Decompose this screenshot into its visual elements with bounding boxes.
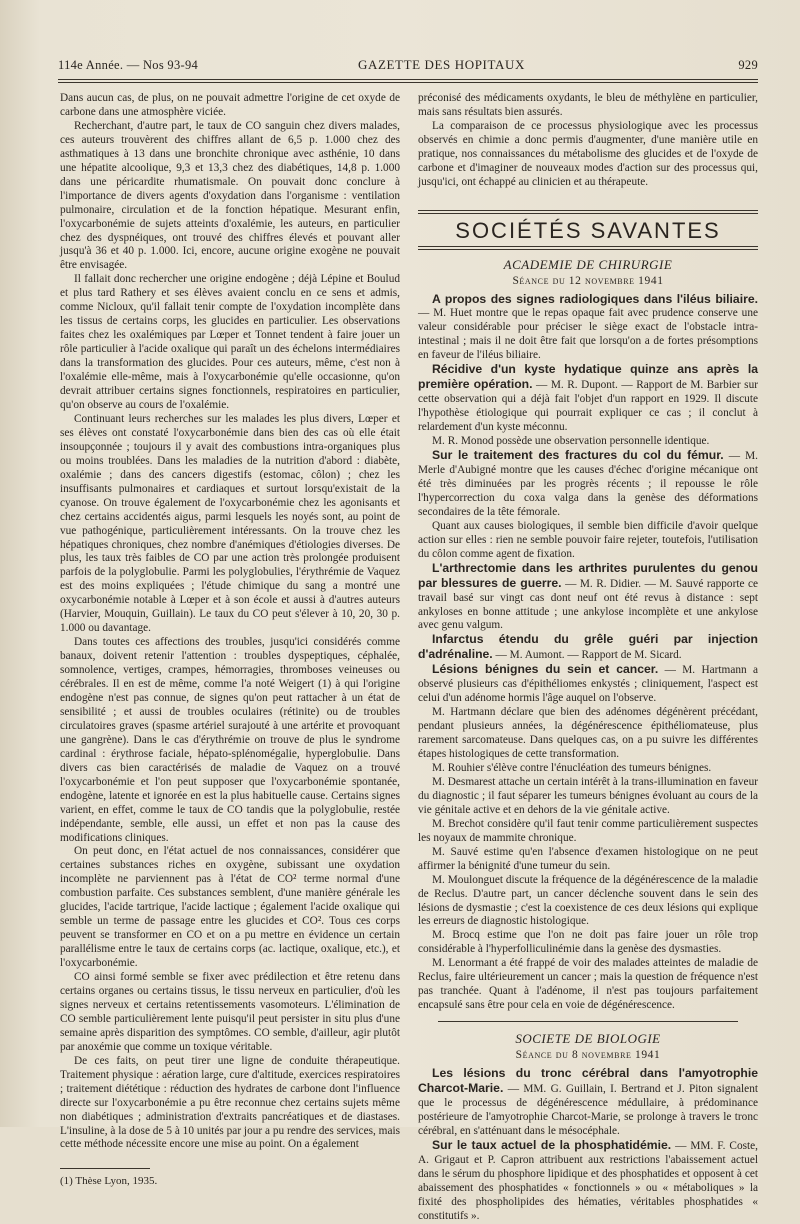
society-title: SOCIETE DE BIOLOGIE [515, 1031, 661, 1047]
footnote-rule [60, 1168, 150, 1169]
paragraph: Continuant leurs recherches sur les malades les plus divers, Lœper et ses élèves ont constaté l'oxycarbonémie dans bien des cas où elle était insoupçonnée ; toujours il y avait des combustions intra-organiques plus ou moins troublées. Dans les maladies de la nutrition d'abord : diabète, oxalémie ; dans des cancers digestifs (estomac, côlon) ; chez les insuffisants pulmonaires et cardiaques et surtout lorsqu'existait de la cyanose. On trouve également de l'oxycarbonémie chez les agonisants et chez certains accidentés aigus, parmi lesquels les noyés sont, au point de vue pathogénique, particulièrement intéressants. On la trouve chez les hépatiques chroniques, chez nombre d'anémiques d'étiologies diverses. De plus, les taux très faibles de CO par une action très prolongée produisent parfois de la polyglobulie. Parmi les polyglobulies, l'érythrémie de Vaquez est des moins expliquées ; l'étude chimique du sang a montré une oxycarbonémie notable à Lœper et à son école et aussi à d'autres auteurs (Harvier, Mouquin, Guillain). Le taux du CO peut s'élever à 10, 20, 30 p. 1.000 ou davantage. [60, 412, 400, 635]
session-date: Séance du 8 novembre 1941 [515, 1049, 661, 1062]
report-item [418, 846, 758, 874]
report-text: M. Hartmann déclare que bien des adénomes dégénèrent précédant, pendant plusieurs années, la dégénérescence épithéliomateuse, plus rarement sarcomateuse. Dans quelques cas, on a pu suivre les différentes étapes histologiques de cette transformation. [418, 706, 758, 761]
report-topic: L'arthrectomie dans les arthrites purulentes du genou par blessures de guerre. [418, 560, 758, 590]
footnote: (1) Thèse Lyon, 1935. [60, 1175, 158, 1188]
right-column [418, 92, 758, 1224]
report-item [418, 776, 758, 818]
section-rule-top-2 [418, 213, 758, 214]
divider [438, 1021, 738, 1022]
report-topic: Infarctus étendu du grêle guéri par injection d'adrénaline. [418, 632, 758, 662]
report-text: — M. R. Didier. — M. Sauvé rapporte ce travail basé sur vingt cas dont neuf ont été revus à distance : sept ankyloses en bonne attitude ; une ankylose incomplète et une ankylose avec genu valgum. [418, 577, 758, 632]
section-rule-top [418, 210, 758, 211]
report-item [418, 818, 758, 846]
report-text: M. Moulonguet discute la fréquence de la dégénérescence de la maladie de Reclus. D'autre part, un cancer déclenche souvent dans le sein des lésions de dysmastie ; c'est la coexistence de ces deux lésions qui explique les erreurs de diagnostic histologique. [418, 873, 758, 928]
report-item [418, 874, 758, 930]
society-title: ACADEMIE DE CHIRURGIE [503, 256, 673, 272]
report-text: M. Rouhier s'élève contre l'énucléation des tumeurs bénignes. [432, 761, 712, 774]
paragraph: Dans toutes ces affections des troubles, jusqu'ici considérés comme banaux, doivent retenir l'attention : troubles dyspeptiques, céphalée, somnolence, vertiges, crampes, hémorragies, thromboses veineuses ou cérébrales. Il en est de même, comme l'a noté Weigert (1) à qui l'origine endogène n'est pas connue, de signes qu'on peut rattacher à un état de sensibilité ; et aussi de troubles oculaires (rétinite) ou de troubles circulatoires graves (spasme artériel surajouté à une artérite et provoquant une gangrène). Dans le cas d'érythrémie on trouve de plus le syndrome cardinal : érythrose faciale, hépato-splénomégalie, hyperglobulie. Dans divers cas bien caractérisés de maladie de Vaquez on a trouvé l'oxycarbonémie et l'on peut supposer que l'oxycarbonémie spontanée, endogène, latente et ignorée en est la plus habituelle cause. Certains signes varient, en effet, comme le taux de CO tandis que la polyglobulie, restée indépendante, semble, elle aussi, un effet et non pas la cause des modifications cliniques. [60, 636, 400, 844]
report-item [418, 562, 758, 634]
report-topic: Lésions bénignes du sein et cancer. [432, 662, 659, 677]
report-text: M. Desmarest attache un certain intérêt à la trans-illumination en faveur du diagnostic ; il faut séparer les tumeurs bénignes évoluant au cours de la vie génitale active et en dehors de la vie génitale active. [418, 775, 758, 816]
report-text: — M. Aumont. — Rapport de M. Sicard. [492, 649, 682, 662]
report-text: M. R. Monod possède une observation personnelle identique. [432, 435, 710, 448]
session-date: Séance du 12 novembre 1941 [512, 274, 664, 287]
paragraph: La comparaison de ce processus physiologique avec les processus observés en chimie a donc permis d'augmenter, d'une manière utile en pratique, nos connaissances du métabolisme des glucides et de l'oxyde de carbone et d'imaginer de nouveaux modes d'action sur des processus qui, jusqu'ici, ont échappé au clinicien et au thérapeute. [418, 119, 758, 188]
report-text: M. Lenormant a été frappé de voir des malades atteintes de maladie de Reclus, faire ultérieurement un cancer ; mais la question de fréquence n'est pas tranchée. Quant à l'adénome, il n'est pas toujours parfaitement encapsulé sans être pour cela en voie de dégénérescence. [418, 957, 758, 1012]
report-text: — MM. G. Guillain, I. Bertrand et J. Piton signalent que le processus de dégénérescence médullaire, à prédominance postérieure de l'amyotrophie Charcot-Marie, se prolonge à travers le tronc cérébral, en s'atténuant dans le mésocéphale. [418, 1083, 758, 1137]
report-item [418, 762, 758, 776]
biologie-reports [418, 1067, 758, 1223]
report-item [418, 435, 758, 449]
report-item [418, 929, 758, 957]
report-item [418, 1139, 758, 1224]
report-item [418, 520, 758, 562]
paragraph: Il fallait donc rechercher une origine endogène ; déjà Lépine et Boulud et plus tard Rathery et ses élèves avaient conclu en ce sens et admis, comme Nicloux, qu'il fallait tenir compte de l'oxydation incomplète dans les tissus de certains corps, les glucides en particulier. Les observations faites chez les oxalémiques par Lœper et Tonnet tendent à faire jouer un rôle particulier à l'acide oxalique qui paraît un des échelons intermédiaires dans la transformation des glucides. Pour ces auteurs, même, c'est non à l'oxalémie elle-même, mais à l'oxycarbonémie qu'elle occasionne, qu'on devrait attribuer certains signes fonctionnels, respiratoires en particulier, qu'on observe au cours de l'oxalémie. [60, 273, 400, 411]
section-rule-bottom [418, 246, 758, 247]
paragraph: De ces faits, on peut tirer une ligne de conduite thérapeutique. Traitement physique : aération large, cure d'altitude, exercices respiratoires ; traitement diététique : réduction des hydrates de carbone dont l'influence directe sur l'oxycarbonémie a pu être reconnue chez certains sujets même non diabétiques ; administration d'extraits pancréatiques et de diastases. L'insuline, à la dose de 5 à 10 unités par jour a pu rendre des services, mais cette méthode nécessite encore une mise au point. On a également [60, 1054, 400, 1151]
report-item [418, 663, 758, 706]
report-text: M. Brechot considère qu'il faut tenir comme particulièrement suspectes les noyaux de mammite chronique. [418, 817, 758, 844]
section-title: SOCIÉTÉS SAVANTES [455, 217, 721, 243]
left-column [60, 92, 400, 1189]
section-rule-bottom-2 [418, 249, 758, 250]
report-topic: Les lésions du tronc cérébral dans l'amyotrophie Charcot-Marie. [418, 1066, 758, 1095]
report-topic: Sur le taux actuel de la phosphatidémie. [432, 1137, 672, 1152]
academie-reports [418, 293, 758, 1014]
report-item [418, 363, 758, 435]
section-header [418, 210, 758, 250]
report-text: Quant aux causes biologiques, il semble bien difficile d'avoir quelque action sur elles : rien ne semble pouvoir faire rejeter, toutefois, l'utilisation du côlon comme agent de fixation. [418, 519, 758, 560]
report-text: — MM. F. Coste, A. Grigaut et P. Capron attribuent aux restrictions l'abaissement actuel dans le sérum du phosphore lipidique et des phosphatides et opposent à cet abaissement des phosphatides « fonctionnels » ou « métaboliques » la fixité des phospholipides des hématies, véritables phosphatides « constitutifs ». [418, 1139, 758, 1222]
paragraph: CO ainsi formé semble se fixer avec prédilection et être retenu dans certains organes ou certains tissus, le tissu nerveux en particulier, d'où les signes nerveux et certains retentissements vasomoteurs. L'élimination de CO semble particulièrement lente puisqu'il peut persister in situ plus d'une semaine après disparition des symptômes. CO semble, d'ailleur, agir plutôt par anoxémie que comme un toxique véritable. [60, 971, 400, 1053]
report-topic: A propos des signes radiologiques dans l'iléus biliaire. [432, 291, 758, 306]
paragraph: préconisé des médicaments oxydants, le bleu de méthylène en particulier, mais sans résultats bien assurés. [418, 92, 758, 118]
report-text: — M. Huet montre que le repas opaque fait avec prudence conserve une valeur considérable pour préciser le siège exact de l'obstacle intra-intestinal ; mais il ne doit être fait que lorsqu'on a de fortes présomptions en faveur de l'iléus biliaire. [418, 307, 758, 362]
page-number: 929 [738, 58, 758, 72]
report-item [418, 706, 758, 762]
report-text: — M. Merle d'Aubigné montre que les causes d'échec d'origine mécanique ont été très diminuées par les progrès récents ; il repousse le rôle l'hypercorrection du coxa valga dans la genèse des déformations secondaires de la tête fémorale. [418, 450, 758, 518]
report-topic: Récidive d'un kyste hydatique quinze ans après la première opération. [418, 362, 758, 392]
page-header [58, 56, 758, 78]
journal-title: GAZETTE DES HOPITAUX [358, 57, 525, 72]
header-rule [58, 79, 758, 80]
header-rule-2 [58, 82, 758, 83]
report-item [418, 449, 758, 520]
report-topic: Sur le traitement des fractures du col du fémur. [432, 448, 724, 463]
report-text: — M. R. Dupont. — Rapport de M. Barbier sur cette observation qui a déjà fait l'objet d'un rapport en 1929. Il discute l'hypothèse étiologique qui pourrait expliquer ce cas ; il conclut à relardement d'un kyste méconnu. [418, 379, 758, 434]
report-item [418, 1067, 758, 1139]
paragraph: On peut donc, en l'état actuel de nos connaissances, considérer que certaines substances riches en oxygène, subissant une oxydation incomplète ne parviennent pas à l'état de CO² terme normal d'une combustion parfaite. Ces substances semblent, d'une manière générale les glucides, l'acide tartrique, l'acide lactique ; également l'acide oxalique qui semble un terme de passage entre les glucides et CO². Tous ces corps peuvent se transformer en CO et on a pu mettre en évidence un certain parallélisme entre le taux de certains corps (ac. lactique, oxalique, etc.), et l'oxycarbonémie. [60, 845, 400, 970]
issue-label: 114e Année. — Nos 93-94 [58, 58, 199, 72]
report-item [418, 633, 758, 663]
report-item [418, 957, 758, 1013]
report-text: M. Brocq estime que l'on ne doit pas faire jouer un rôle trop considérable à l'hyperfolliculinémie dans la genèse des dysmasties. [418, 929, 758, 956]
report-text: M. Sauvé estime qu'en l'absence d'examen histologique on ne peut affirmer la bénignité d'une tumeur du sein. [418, 845, 758, 872]
paragraph: Recherchant, d'autre part, le taux de CO sanguin chez divers malades, ces auteurs trouvèrent des chiffres allant de 6,5 p. 1.000 chez des asthmatiques à 13 dans une bronchite chronique avec asthénie, 10 dans une hépatite alcoolique, 9,3 et 13,3 chez des diabétiques, 14,8 p. 1.000 dans une péricardite rhumatismale. On pouvait donc conclure à l'importance de divers agents d'oxydation dans l'organisme : ventilation pulmonaire, circulation et de la fonction hépatique. Mesurant enfin, l'oxycarbonémie de sujets atteints d'oxalémie, les auteurs, en particulier chez des dyspnéiques, ont trouvé des chiffres élevés et pouvant aller jusqu'à 36 et 40 p. 1.000. Ici, encore, aucune origine exogène ne pouvait être envisagée. [60, 119, 400, 272]
paragraph: Dans aucun cas, de plus, on ne pouvait admettre l'origine de cet oxyde de carbone dans une atmosphère viciée. [60, 92, 400, 118]
report-item [418, 293, 758, 364]
report-text: — M. Hartmann a observé plusieurs cas d'épithéliomes enkystés ; cliniquement, l'aspect est celui d'un adénome hormis l'âge auquel on l'observe. [418, 664, 759, 705]
